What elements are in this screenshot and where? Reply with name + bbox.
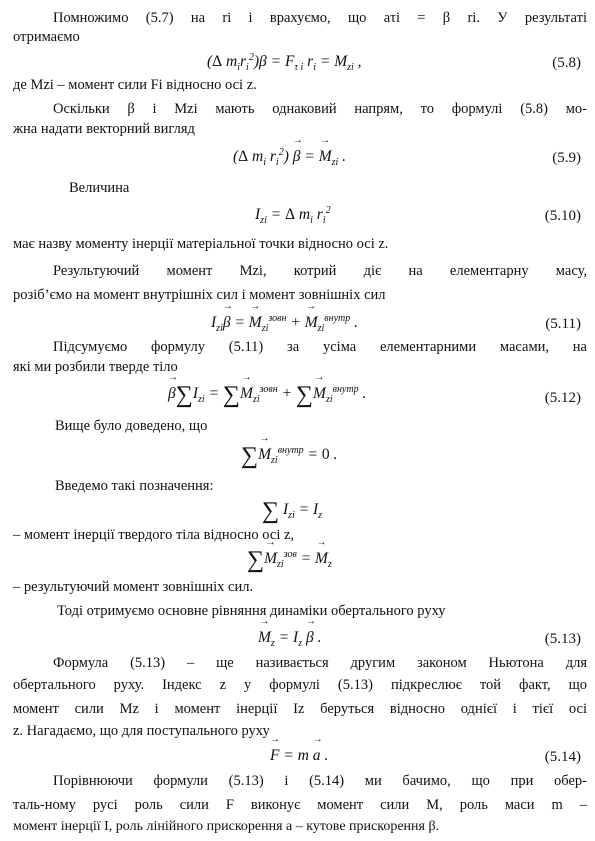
- paragraph-line: Оскільки β і Mzi мають однаковий напрям, то формулі (5.8) мо-: [53, 101, 587, 117]
- equation-5-12: → $\beta\sum I_{zi}$ = ∑→ $M_{zi}^{зовн}$ + ∑→ $M_{zi}^{внутр}$ .: [168, 384, 366, 405]
- paragraph-line: таль-ному русі роль сили F виконує момент сили M, роль маси m –: [13, 797, 587, 813]
- equation-5-10: $I_{zi} = \Delta$ $m_i$ $r_i^2$: [255, 204, 331, 227]
- paragraph-line: Помножимо (5.7) на ri і врахуємо, що aτi = β ri. У результаті: [53, 10, 587, 26]
- paragraph-line: Порівнюючи формули (5.13) і (5.14) ми бачимо, що при обер-: [53, 773, 587, 789]
- paragraph-line: має назву моменту інерції матеріальної точки відносно осі z.: [13, 236, 389, 252]
- paragraph-line: жна надати векторний вигляд: [13, 121, 195, 137]
- paragraph-line: Тоді отримуємо основне рівняння динаміки обертального руху: [57, 603, 446, 619]
- paragraph-line: які ми розбили тверде тіло: [13, 359, 178, 375]
- paragraph-line: z. Нагадаємо, що для поступального руху: [13, 723, 270, 739]
- equation-number: (5.11): [545, 316, 581, 332]
- equation-5-14: → F = m → a .: [270, 746, 328, 766]
- equation-number: (5.12): [544, 390, 581, 406]
- equation-number: (5.13): [544, 631, 581, 647]
- equation-5-13: → $M_z = I_z \to \beta$ .: [258, 628, 321, 648]
- paragraph-line: Результуючий момент Mzi, котрий діє на елементарну масу,: [53, 263, 587, 279]
- equation-number: (5.8): [552, 55, 581, 71]
- paragraph-line: Величина: [69, 180, 130, 196]
- equation-inertia-sum: ∑ $I_{zi} = I_z$: [262, 498, 323, 524]
- paragraph-line: – момент інерції твердого тіла відносно осі z,: [13, 527, 295, 543]
- equation-number: (5.9): [552, 150, 581, 166]
- paragraph-line: Підсумуємо формулу (5.11) за усіма елементарними масами, на: [53, 339, 587, 355]
- paragraph-line: отримаємо: [13, 29, 80, 45]
- paragraph-line: де Mzi – момент сили Fi відносно осі z.: [13, 77, 257, 93]
- paragraph-line: момент інерції I, роль лінійного прискорення a – кутове прискорення β.: [13, 819, 440, 834]
- equation-number: (5.10): [544, 208, 581, 224]
- paragraph-line: Введемо такі позначення:: [55, 478, 214, 494]
- equation-number: (5.14): [544, 749, 581, 765]
- paragraph-line: Формула (5.13) – ще називається другим законом Ньютона для: [53, 655, 587, 671]
- paragraph-line: момент сили Mz і момент інерції Iz беруться відносно однієї і тієї осі: [13, 701, 587, 717]
- equation-5-9: (Δ $m_i$ $r_i^2) \to \beta$ = → $M_{zi}$ .: [233, 147, 346, 167]
- equation-moment-sum: ∑→ $M_{zi}^{зов}$ = → $M_z$: [247, 549, 332, 570]
- paragraph-line: – результуючий момент зовнішніх сил.: [13, 579, 254, 595]
- paragraph-line: Вище було доведено, що: [55, 418, 208, 434]
- paragraph-line: розіб’ємо на момент внутрішніх сил і момент зовнішніх сил: [13, 287, 386, 303]
- paragraph-line: обертального руху. Індекс z у формулі (5.13) підкреслює той факт, що: [13, 677, 587, 693]
- equation-5-11: $I_{zi}\to \beta$ = → $M_{zi}^{зовн}$ + → $M_{zi}^{внутр}$ .: [211, 313, 358, 333]
- equation-internal-moments: ∑→ $M_{zi}^{внутр} = 0$ .: [241, 445, 337, 466]
- equation-5-8: (Δ $m_ir_i^2)\beta = F_{\tau i}$ $r_i = M_{zi}$ ,: [207, 51, 362, 74]
